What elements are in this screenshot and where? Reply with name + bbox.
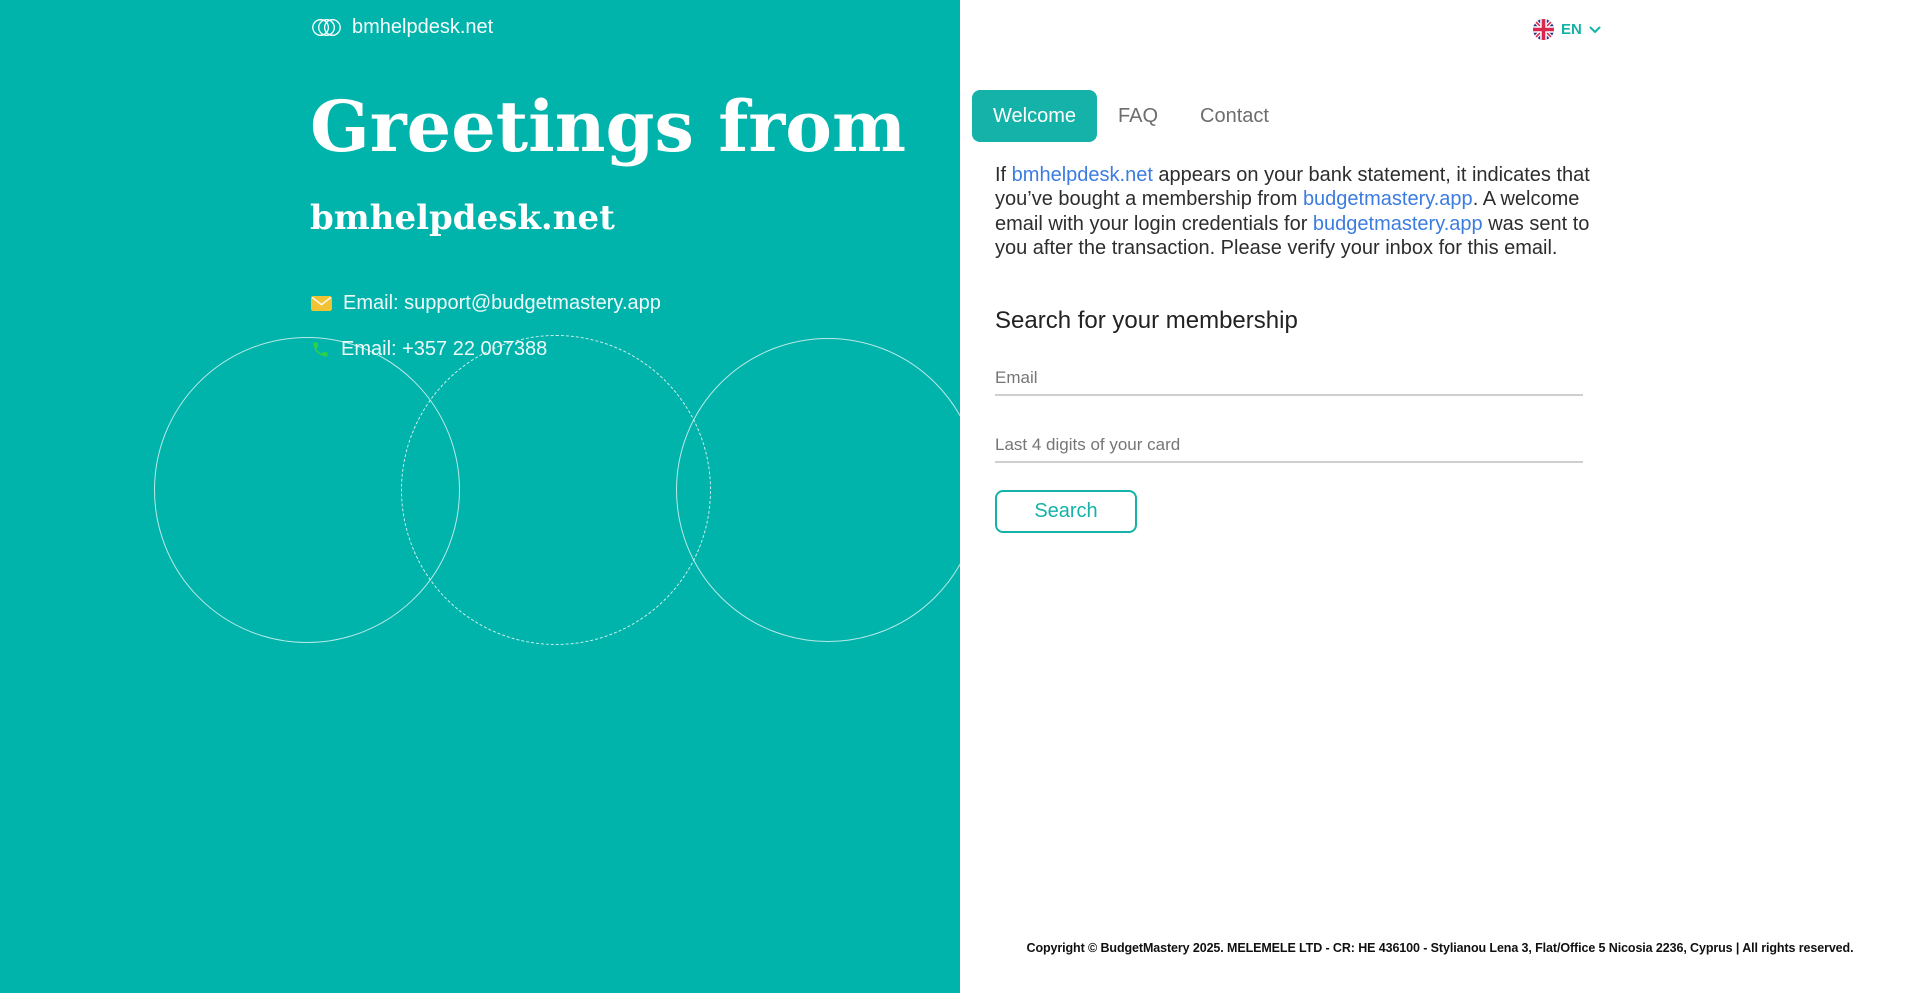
footer-copyright: Copyright © BudgetMastery 2025. MELEMELE LTD - CR: HE 436100 - Stylianou Lena 3, Flat/Office 5 Nicosia 2236, Cyprus | All rights reserved.: [1026, 941, 1854, 955]
paragraph-text: was sent to you after the transaction. Please verify your inbox for this email.: [995, 212, 1590, 260]
hero-subtitle: bmhelpdesk.net: [310, 198, 615, 238]
uk-flag-icon: [1533, 19, 1554, 40]
contact-email-row: [311, 292, 661, 315]
tab-contact[interactable]: Contact: [1179, 90, 1290, 142]
paragraph-text: If: [995, 164, 1012, 186]
hero-title: Greetings from: [310, 85, 907, 168]
email-field[interactable]: [995, 362, 1583, 396]
envelope-icon: [311, 296, 332, 311]
contact-phone-row: [311, 338, 547, 361]
chevron-down-icon: [1589, 26, 1601, 34]
brand-name: bmhelpdesk.net: [352, 16, 494, 38]
contact-email-label: Email: support@budgetmastery.app: [343, 292, 661, 314]
tab-welcome[interactable]: Welcome: [972, 90, 1097, 142]
tab-bar: [972, 90, 1290, 142]
contact-phone-label: Email: +357 22 007388: [341, 338, 548, 360]
paragraph-text: . A welcome email with your login credentials for: [995, 188, 1580, 235]
inline-link[interactable]: budgetmastery.app: [1302, 188, 1473, 211]
content-panel: [960, 0, 1920, 993]
card-last4-field[interactable]: [995, 429, 1583, 463]
statement-paragraph: [995, 163, 1591, 261]
paragraph-text: appears on your bank statement, it indicates that you’ve bought a membership from: [995, 164, 1590, 211]
membership-search-title: Search for your membership: [995, 307, 1298, 334]
decorative-circle: [676, 338, 960, 642]
language-selector[interactable]: [1533, 19, 1601, 40]
search-button[interactable]: Search: [995, 490, 1137, 533]
language-code: EN: [1561, 21, 1582, 38]
phone-icon: [311, 340, 330, 359]
inline-link[interactable]: bmhelpdesk.net: [1011, 164, 1153, 186]
tab-faq[interactable]: FAQ: [1097, 90, 1179, 142]
inline-link[interactable]: budgetmastery.app: [1312, 212, 1483, 235]
decorative-circle-dashed: [401, 335, 711, 645]
overlapping-circles-icon: [310, 17, 343, 38]
brand-logo-row: [310, 16, 493, 39]
